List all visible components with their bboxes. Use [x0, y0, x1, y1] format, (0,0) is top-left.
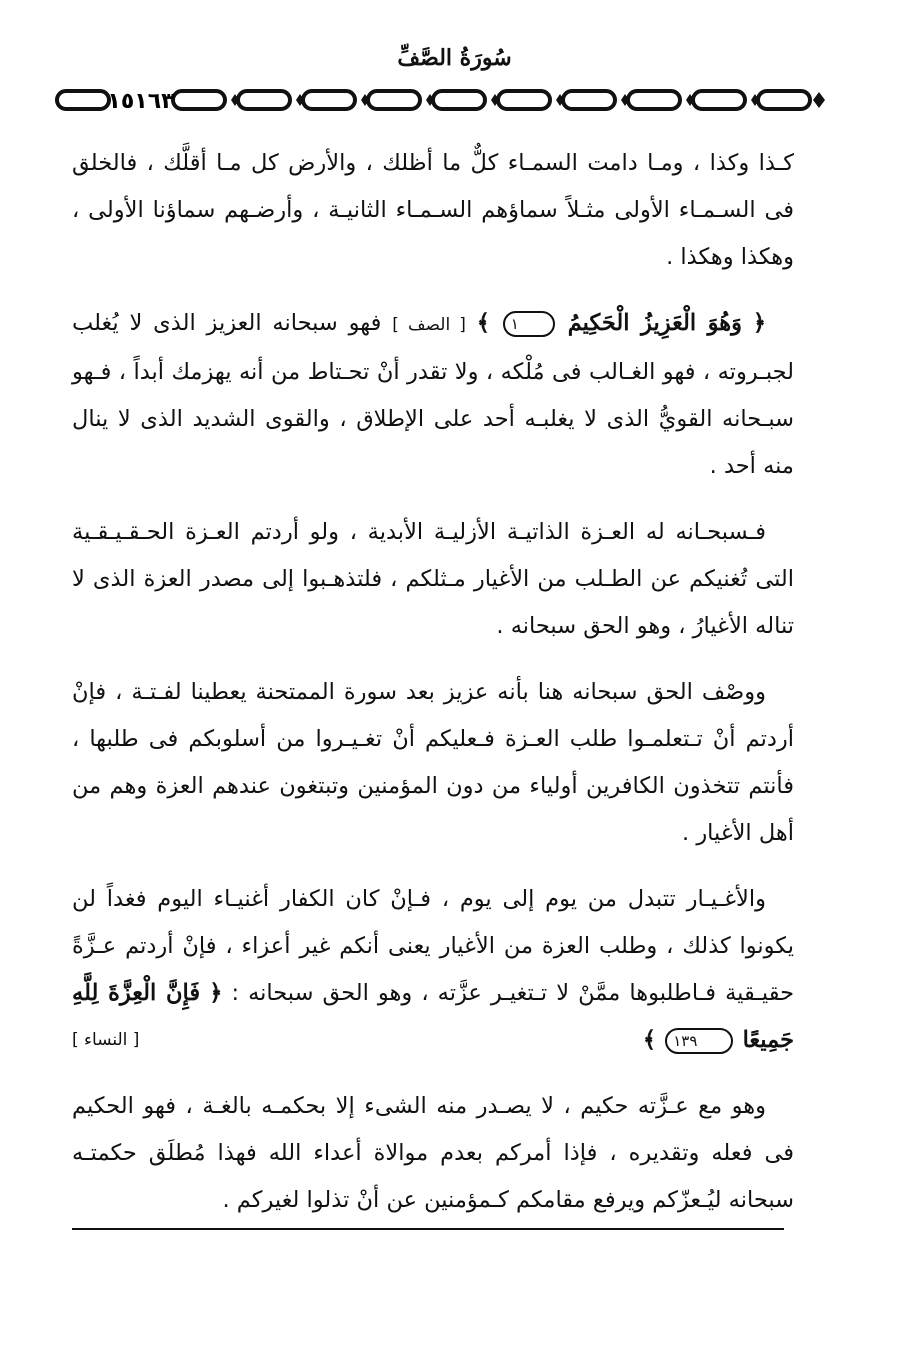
paragraph-3-text: فـسبحـانه له العـزة الذاتيـة الأزليـة الأبدية ، ولو أردتم العـزة الحـقـيـقـية التى تُغنيكم عن الطـلب من الأغيار مـثلكم ، فلتذهـبوا إلى مصدر العزة الذى لا تناله الأغيارُ ، وهو الحق سبحانه .: [72, 519, 794, 639]
quran-verse: وَهُوَ الْعَزِيزُ الْحَكِيمُ: [567, 310, 742, 336]
page-number: ١٥١٦٣: [107, 89, 175, 114]
paragraph-1-text: كـذا وكذا ، ومـا دامت السمـاء كلٌّ ما أظلك ، والأرض كل مـا أقلَّك ، فالخلق فى السـمـاء الأولى مثـلاً سماؤهم السـمـاء الثانيـة ، وأرضـهم سماؤنا الأولى ، وهكذا وهكذا .: [72, 150, 794, 270]
paragraph-2: [72, 300, 794, 490]
quran-verse: فَإِنَّ الْعِزَّةَ لِلَّهِ جَمِيعًا: [72, 980, 794, 1053]
paragraph-1: [72, 140, 794, 281]
quran-close-bracket: ﴾: [476, 310, 490, 336]
paragraph-4-text: ووصْف الحق سبحانه هنا بأنه عزيز بعد سورة الممتحنة يعطينا لفـتـة ، فإنْ أردتم أنْ تـتعلمـوا طلب العـزة فـعليكم أنْ تغـيـروا من أسلوبكم فى طلبها ، فأنتم تتخذون الكافرين أولياء من دون المؤمنين وتبتغون عندهم العزة وهم من أهل الأغيار .: [72, 679, 794, 846]
paragraph-6-text: وهو مع عـزَّته حكيم ، لا يصـدر منه الشىء إلا بحكمـه بالغـة ، فهو الحكيم فى فعله وتقديره ، فإذا أمركم بعدم موالاة أعداء الله فهذا مُطلَق حكمتـه سبحانه ليُـعزّكم ويرفع مقامكم كـمؤمنين عن أنْ تذلوا لغيركم .: [72, 1093, 794, 1213]
quran-open-bracket: ﴿: [209, 980, 223, 1006]
quran-open-bracket: ﴿: [752, 310, 767, 336]
paragraph-2-text: فهو سبحانه العزيز الذى لا يُغلب لجبـروته ، فهو الغـالب فى مُلْكه ، ولا تقدر أنْ تحـتاط من أنه يهزمك أبداً ، فـهو سبـحانه القويُّ الذى لا يغلبـه أحد على الإطلاق ، والقوى الشديد الذى لا ينال منه أحد .: [72, 310, 794, 479]
quran-close-bracket: ﴾: [642, 1027, 657, 1053]
footnote-divider: [72, 1228, 784, 1230]
paragraph-5-text: والأغـيـار تتبدل من يوم إلى يوم ، فـإنْ كان الكفار أغنيـاء اليوم فغداً لن يكونوا كذلك ، وطلب العزة من الأغيار يعنى أنكم غير أعزاء ، فإنْ أردتم عـزَّةً حقيـقية فـاطلبوها ممَّنْ لا تـتغيـر عزَّته ، وهو الحق سبحانه :: [72, 886, 794, 1006]
paragraph-6: [72, 1083, 794, 1224]
verse-number-marker: ١: [503, 311, 555, 337]
surah-title: سُورَةُ الصَّفِّ: [397, 45, 512, 71]
surah-reference: [ الصف ]: [392, 315, 466, 335]
paragraph-4: [72, 669, 794, 857]
surah-reference: [ النساء ]: [72, 1030, 140, 1050]
paragraph-3: [72, 509, 794, 650]
page-body: [72, 140, 794, 1243]
verse-number-marker: ١٣٩: [665, 1028, 733, 1054]
paragraph-5: [72, 876, 794, 1064]
chain-ornament: [55, 84, 830, 116]
header-ornament-band: [55, 84, 830, 116]
